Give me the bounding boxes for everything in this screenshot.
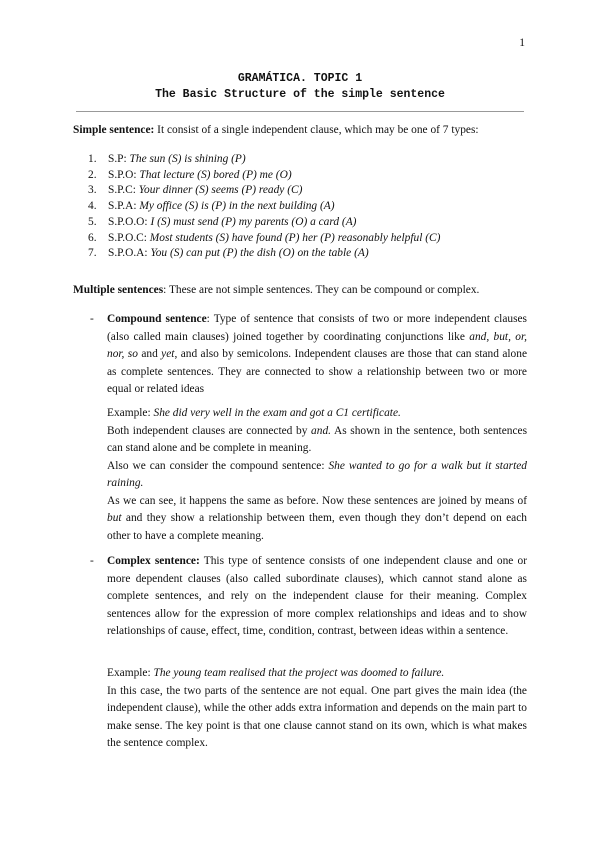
simple-sentence-intro [73, 123, 533, 138]
multiple-sentences-label: Multiple sentences [73, 284, 164, 296]
page-title: GRAMÁTICA. TOPIC 1 [237, 72, 363, 85]
complex-example: The young team realised that the project was doomed to failure. [153, 667, 445, 679]
compound-examples: Example: She did very well in the exam and got a C1 certificate. Both independent clauses are connected by and. As shown in the sentence, both sentences can stand alone and be complete in meaning. Also we can consider the compound sentence: She wanted to go for a walk but it started raining. As we can see, it happens the same as before. Now these sentences are joined by means of but and they show a relationship between them, even though they don’t depend on each other to have a complete meaning. [107, 407, 527, 542]
simple-sentence-label: Simple sentence: [73, 124, 155, 136]
complex-definition: Complex sentence: This type of sentence consists of one independent clause and one or more dependent clauses (also called subordinate clauses), which cannot stand alone as complete sentences, and rely on the independent clause for their meaning. Complex sentences allow for the expression of more complex relationships and ideas and to show relationships of cause, effect, time, condition, contrast, between ideas within a sentence. [107, 555, 528, 637]
list-item: 3. S.P.C: Your dinner (S) seems (P) ready (C) [88, 184, 303, 197]
list-item: 4. S.P.A: My office (S) is (P) in the next building (A) [88, 200, 335, 213]
list-item: 1. S.P: The sun (S) is shining (P) [88, 153, 246, 165]
complex-explanation: In this case, the two parts of the sentence are not equal. One part gives the main idea (the independent clause), while the other adds extra information and depends on the main part to make sense. The key point is that one clause cannot stand on its own, which is what makes the sentence complex. [107, 684, 527, 749]
compound-definition: Compound sentence: Type of sentence that consists of two or more independent clauses (also called main clauses) joined together by coordinating conjunctions like and, but, or, nor, so and yet, and also by semicolons. Independent clauses are those that can stand alone as complete sentences. They are connected to show a relationship between two or more equal or related ideas [107, 313, 527, 395]
list-item: 6. S.P.O.C: Most students (S) have found (P) her (P) reasonably helpful (C) [88, 231, 441, 244]
compound-label: Compound sentence [107, 313, 207, 325]
bullet-dash: - [90, 555, 94, 567]
simple-sentence-text: It consist of a single independent clause, which may be one of 7 types: [154, 124, 479, 136]
list-item: 7. S.P.O.A: You (S) can put (P) the dish (O) on the table (A) [88, 247, 369, 260]
page-number: 1 [519, 37, 525, 49]
sentence-types-list [88, 152, 528, 262]
page-subtitle: The Basic Structure of the simple sentence [155, 88, 445, 101]
complex-label: Complex sentence: [107, 555, 200, 567]
list-item: 2. S.P.O: That lecture (S) bored (P) me (O) [88, 168, 292, 181]
bullet-dash: - [90, 313, 94, 325]
complex-examples: Example: The young team realised that the project was doomed to failure. In this case, the two parts of the sentence are not equal. One part gives the main idea (the independent clause), while the other adds extra information and depends on the main part to make sense. The key point is that one clause cannot stand on its own, which is what makes the sentence complex. [107, 665, 527, 753]
title-divider [76, 111, 524, 112]
compound-example: She did very well in the exam and got a C1 certificate. [153, 407, 401, 419]
list-item: 5. S.P.O.O: I (S) must send (P) my parents (O) a card (A) [88, 215, 357, 228]
multiple-sentences-intro: Multiple sentences: These are not simple sentences. They can be compound or complex. [73, 284, 480, 296]
